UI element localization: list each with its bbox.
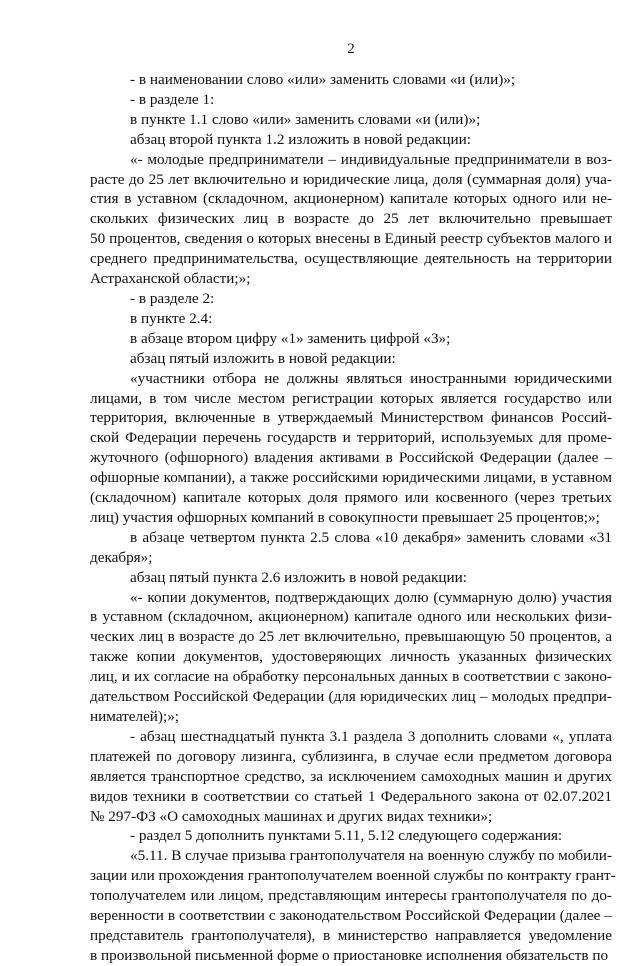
text-line: 50 процентов, сведения о которых внесены в Единый реестр субъектов малого и (90, 230, 612, 248)
paragraph (90, 568, 612, 588)
paragraph (90, 349, 612, 369)
text-line: в уставном (складочном, акционерном) капитале одного или нескольких физи- (90, 608, 612, 626)
text-line: в абзаце втором цифру «1» заменить цифрой «3»; (130, 329, 451, 347)
text-line: дательством Российской Федерации (для юридических лиц – молодых предпри- (90, 688, 612, 706)
text-line: абзац второй пункта 1.2 изложить в новой редакции: (130, 130, 471, 148)
text-line: среднего предпринимательства, осуществляющие деятельность на территории (90, 250, 612, 268)
paragraph (90, 528, 612, 568)
text-line: - раздел 5 дополнить пунктами 5.11, 5.12 следующего содержания: (130, 827, 563, 845)
paragraph (90, 846, 616, 965)
text-line: в пункте 2.4: (130, 309, 213, 327)
text-line: тополучателем или лицом, представляющим интересы грантополучателя по до- (90, 887, 612, 905)
paragraph (90, 110, 612, 130)
text-line: офшорные компании), а также российскими юридическими лицами, в уставном (90, 469, 612, 487)
document-body (90, 70, 616, 966)
paragraph (90, 329, 612, 349)
text-line: «5.11. В случае призыва грантополучателя на военную службу по мобили- (130, 847, 612, 865)
text-line: - в разделе 2: (130, 289, 215, 307)
page-number: 2 (347, 41, 355, 57)
text-line: представитель грантополучателя), в министерство направляется уведомление (90, 926, 612, 944)
paragraph (90, 289, 612, 309)
text-line: стия в уставном (складочном, акционерном) капитале которых одного или не- (90, 190, 612, 208)
text-line: Астраханской области;»; (90, 270, 251, 288)
paragraph (90, 70, 612, 90)
text-line: лиц) участия офшорных компаний в совокупности превышает 25 процентов;»; (90, 508, 600, 526)
text-line: видов техники в соответствии со статьей 1 Федерального закона от 02.07.2021 (90, 787, 612, 805)
text-line: зации или прохождения грантополучателем военной службы по контракту грант- (90, 867, 616, 885)
text-line: платежей по договору лизинга, сублизинга, в случае если предметом договора (90, 747, 612, 765)
text-line: нимателей);»; (90, 708, 180, 725)
text-line: ской Федерации перечень государств и территорий, используемых для проме- (90, 429, 612, 447)
paragraph (90, 150, 612, 289)
paragraph (90, 369, 612, 528)
text-line: «- копии документов, подтверждающих долю (суммарную долю) участия (130, 588, 612, 606)
text-line: абзац пятый пункта 2.6 изложить в новой редакции: (130, 568, 467, 586)
text-line: жуточного (офшорного) владения активами в Российской Федерации (далее – (90, 449, 612, 467)
text-line: лицами, в том числе местом регистрации которых является государство или (90, 389, 612, 407)
paragraph (90, 130, 612, 150)
text-line: - в разделе 1: (130, 90, 215, 108)
text-line: скольких физических лиц в возрасте до 25 лет включительно превышает (90, 210, 612, 228)
text-line: ческих лиц в возрасте до 25 лет включительно, превышающую 50 процентов, а (90, 628, 612, 646)
paragraph (90, 90, 612, 110)
paragraph (90, 588, 612, 727)
text-line: № 297-ФЗ «О самоходных машинах и других видах техники»; (90, 807, 493, 825)
text-line: в пункте 1.1 слово «или» заменить словами «и (или)»; (130, 110, 481, 128)
text-line: в произвольной письменной форме о приостановке исполнения обязательств по (90, 946, 609, 964)
text-line: лиц, и их согласие на обработку персональных данных в соответствии с законо- (90, 668, 612, 686)
text-line: «участники отбора не должны являться иностранными юридическими (130, 369, 612, 387)
text-line: «- молодые предприниматели – индивидуальные предприниматели в воз- (130, 150, 612, 168)
text-line: также копии документов, удостоверяющих личность указанных физических (90, 648, 612, 666)
text-line: веренности в соответствии с законодательством Российской Федерации (далее – (90, 907, 612, 925)
text-line: (складочном) капитале которых доля прямого или косвенного (через третьих (90, 489, 612, 507)
text-line: расте до 25 лет включительно и юридические лица, доля (суммарная доля) уча- (90, 170, 612, 188)
text-line: декабря»; (90, 548, 153, 566)
text-line: является транспортное средство, за исключением самоходных машин и других (90, 767, 612, 785)
paragraph (90, 309, 612, 329)
text-line: в абзаце четвертом пункта 2.5 слова «10 декабря» заменить словами «31 (130, 528, 612, 546)
text-line: - абзац шестнадцатый пункта 3.1 раздела 3 дополнить словами «, уплата (130, 727, 612, 745)
paragraph (90, 727, 612, 827)
text-line: абзац пятый изложить в новой редакции: (130, 349, 396, 367)
text-line: - в наименовании слово «или» заменить словами «и (или)»; (130, 71, 516, 88)
text-line: территория, включенные в утверждаемый Министерством финансов Россий- (90, 409, 612, 427)
paragraph (90, 826, 612, 846)
